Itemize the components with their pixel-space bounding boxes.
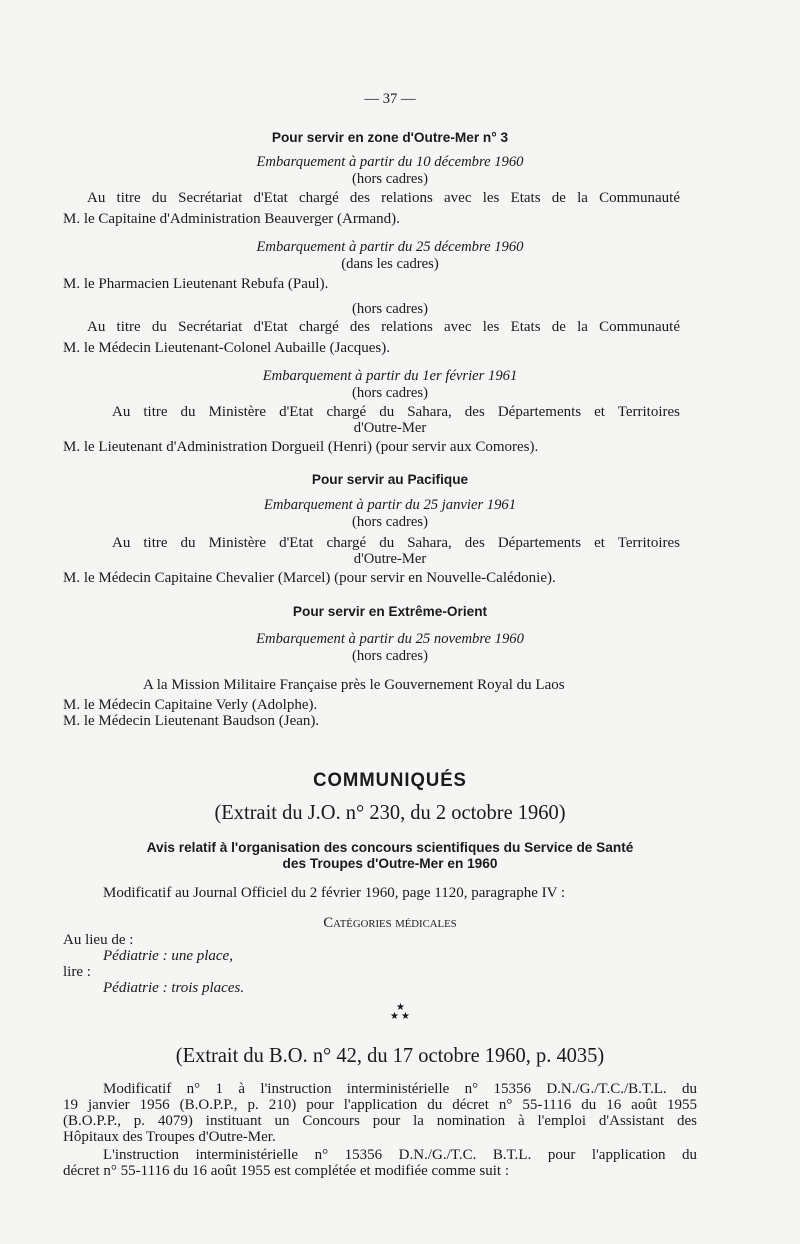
category-heading: Catégories médicales	[323, 915, 457, 931]
embarkation-date: Embarquement à partir du 25 janvier 1961	[263, 497, 517, 513]
cadre-note: (dans les cadres)	[341, 256, 439, 272]
cadre-note: (hors cadres)	[352, 514, 428, 530]
amendment-line: Modificatif au Journal Officiel du 2 février 1960, page 1120, paragraphe IV :	[103, 885, 566, 901]
extract-heading: (Extrait du B.O. n° 42, du 17 octobre 1960, p. 4035)	[175, 1043, 605, 1067]
assignment-line: Au titre du Ministère d'Etat chargé du Sahara, des Départements et Territoires	[112, 535, 680, 551]
person-entry: M. le Pharmacien Lieutenant Rebufa (Paul).	[63, 276, 329, 292]
paragraph-line: Hôpitaux des Troupes d'Outre-Mer.	[63, 1129, 276, 1145]
cadre-note: (hors cadres)	[352, 301, 428, 317]
embarkation-date: Embarquement à partir du 25 décembre 1960	[256, 239, 524, 255]
person-entry: M. le Médecin Lieutenant Baudson (Jean).	[63, 713, 320, 729]
communiques-heading: COMMUNIQUÉS	[313, 770, 467, 791]
read-label: lire :	[63, 964, 91, 980]
replace-label: Au lieu de :	[63, 932, 134, 948]
embarkation-date: Embarquement à partir du 10 décembre 1960	[256, 154, 524, 170]
section-title-pacifique: Pour servir au Pacifique	[311, 471, 469, 487]
assignment-line: Au titre du Secrétariat d'Etat chargé des relations avec les Etats de la Communauté	[87, 190, 680, 206]
person-entry: M. le Lieutenant d'Administration Dorgueil (Henri) (pour servir aux Comores).	[63, 439, 539, 455]
paragraph-line: 19 janvier 1956 (B.O.P.P., p. 210) pour l'application du décret n° 55-1116 du 16 août 1955	[63, 1097, 697, 1113]
paragraph-line: L'instruction interministérielle n° 15356 D.N./G./T.C. B.T.L. pour l'application du	[103, 1147, 697, 1163]
assignment-line: A la Mission Militaire Française près le Gouvernement Royal du Laos	[143, 677, 565, 693]
assignment-line: Au titre du Ministère d'Etat chargé du Sahara, des Départements et Territoires	[112, 404, 680, 420]
section-title-extreme-orient: Pour servir en Extrême-Orient	[292, 603, 488, 619]
embarkation-date: Embarquement à partir du 25 novembre 1960	[256, 631, 524, 647]
assignment-line-cont: d'Outre-Mer	[353, 551, 427, 567]
cadre-note: (hors cadres)	[352, 171, 428, 187]
section-title-outre-mer: Pour servir en zone d'Outre-Mer n° 3	[271, 129, 509, 145]
page-number: — 37 —	[364, 91, 416, 107]
notice-title-cont: des Troupes d'Outre-Mer en 1960	[282, 855, 498, 871]
paragraph-line: décret n° 55-1116 du 16 août 1955 est complétée et modifiée comme suit :	[63, 1163, 510, 1179]
paragraph-line: Modificatif n° 1 à l'instruction interministérielle n° 15356 D.N./G./T.C./B.T.L. du	[103, 1081, 697, 1097]
person-entry: M. le Capitaine d'Administration Beauverger (Armand).	[63, 211, 400, 227]
person-entry: M. le Médecin Lieutenant-Colonel Aubaille (Jacques).	[63, 340, 390, 356]
old-value: Pédiatrie : une place,	[103, 948, 233, 964]
person-entry: M. le Médecin Capitaine Chevalier (Marcel) (pour servir en Nouvelle-Calédonie).	[63, 570, 556, 586]
new-value: Pédiatrie : trois places.	[103, 980, 245, 996]
paragraph-line: (B.O.P.P., p. 4079) instituant un Concours pour la nomination à l'emploi d'Assistant des	[63, 1113, 697, 1129]
cadre-note: (hors cadres)	[352, 385, 428, 401]
embarkation-date: Embarquement à partir du 1er février 1961	[262, 368, 518, 384]
asterism-icon: ★ ★ ★	[390, 1002, 410, 1022]
cadre-note: (hors cadres)	[352, 648, 428, 664]
notice-title: Avis relatif à l'organisation des concours scientifiques du Service de Santé	[146, 839, 634, 855]
assignment-line: Au titre du Secrétariat d'Etat chargé des relations avec les Etats de la Communauté	[87, 319, 680, 335]
extract-heading: (Extrait du J.O. n° 230, du 2 octobre 1960)	[214, 800, 566, 824]
assignment-line-cont: d'Outre-Mer	[353, 420, 427, 436]
person-entry: M. le Médecin Capitaine Verly (Adolphe).	[63, 697, 318, 713]
